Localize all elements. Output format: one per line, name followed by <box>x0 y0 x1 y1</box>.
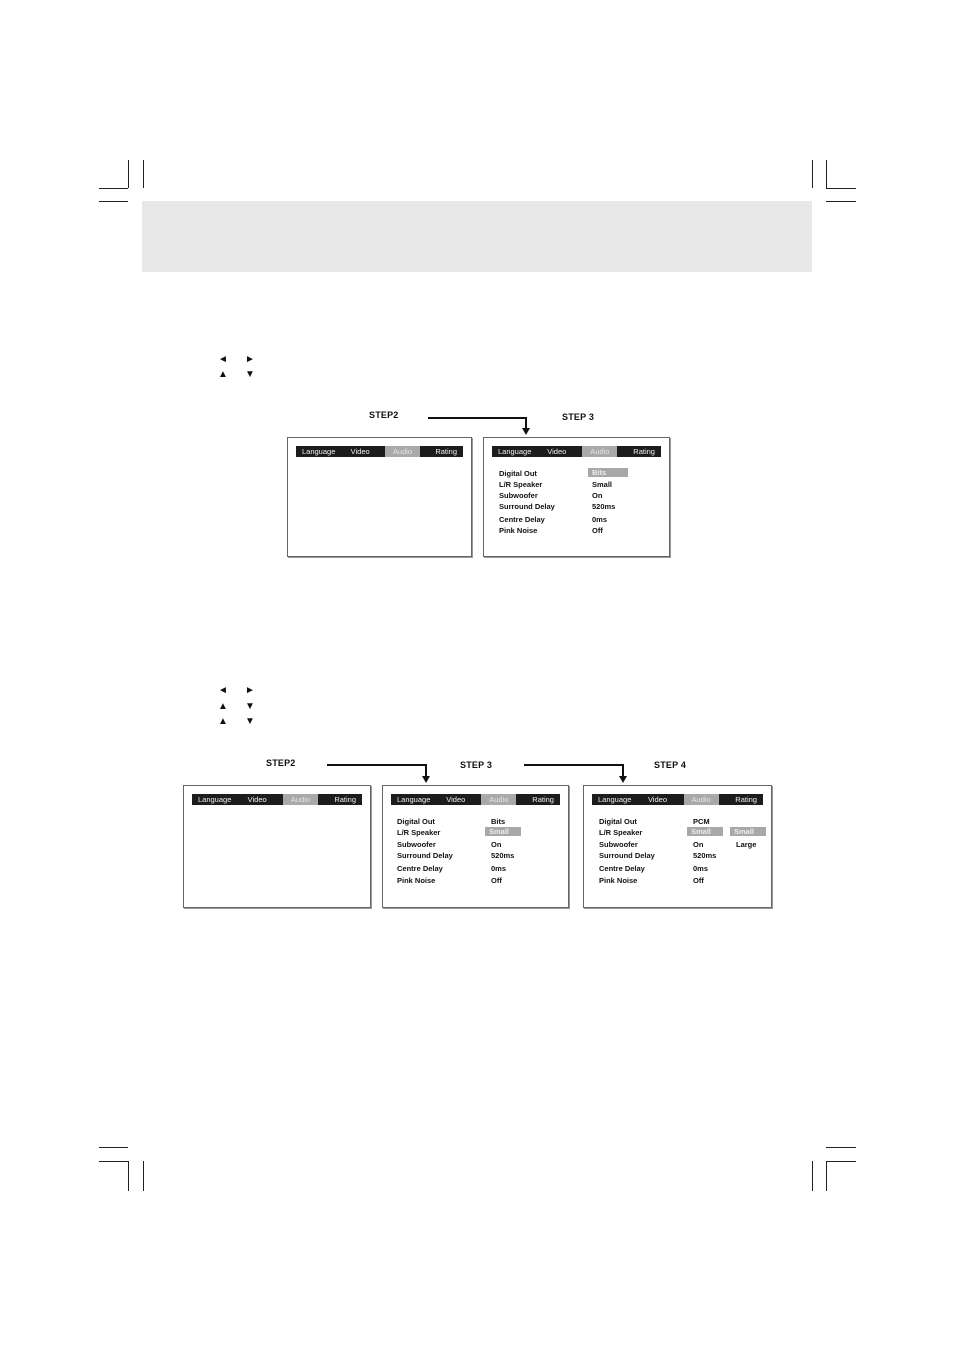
step4-label: STEP 4 <box>654 760 687 770</box>
label-pink-noise: Pink Noise <box>599 876 638 885</box>
left-arrow-icon: ◄ <box>218 354 228 365</box>
label-surround-delay: Surround Delay <box>499 502 555 511</box>
osd-menu-bar <box>296 446 463 457</box>
tab-video[interactable]: Video <box>647 795 667 804</box>
label-subwoofer: Subwoofer <box>599 840 638 849</box>
osd-screen-step2 <box>287 437 472 557</box>
value-digital-out[interactable]: Bits <box>588 468 628 477</box>
value-subwoofer[interactable]: On <box>693 840 704 849</box>
tab-audio[interactable]: Audio <box>481 794 516 805</box>
tab-rating[interactable]: Rating <box>334 795 356 804</box>
flow-arrow-head <box>619 776 627 783</box>
value-pink-noise[interactable]: Off <box>491 876 502 885</box>
crop-mark-bottom-left-v <box>128 1161 129 1191</box>
tab-language[interactable]: Language <box>498 447 532 456</box>
crop-mark-bottom-left-v2 <box>143 1161 144 1191</box>
tab-audio[interactable]: Audio <box>684 794 719 805</box>
tab-video[interactable]: Video <box>247 795 267 804</box>
left-arrow-icon: ◄ <box>218 685 228 696</box>
label-digital-out: Digital Out <box>397 817 435 826</box>
value-centre-delay[interactable]: 0ms <box>491 864 507 873</box>
tab-video[interactable]: Video <box>350 447 370 456</box>
label-lr-speaker: L/R Speaker <box>397 828 441 837</box>
osd-menu-bar <box>492 446 661 457</box>
label-digital-out: Digital Out <box>499 469 537 478</box>
tab-audio[interactable]: Audio <box>283 794 318 805</box>
tab-rating[interactable]: Rating <box>633 447 655 456</box>
crop-mark-bottom-right-v <box>826 1161 827 1191</box>
submenu-option-small[interactable]: Small <box>730 827 766 836</box>
label-surround-delay: Surround Delay <box>397 851 453 860</box>
up-arrow-icon: ▲ <box>218 701 228 712</box>
value-surround-delay[interactable]: 520ms <box>491 851 515 860</box>
crop-mark-top-right-h <box>826 188 856 189</box>
tab-language[interactable]: Language <box>397 795 431 804</box>
flow-arrow-line <box>327 764 427 766</box>
osd-menu-bar <box>592 794 763 805</box>
flow-arrow-line <box>524 764 624 766</box>
flow-arrow-line <box>428 417 526 419</box>
value-surround-delay[interactable]: 520ms <box>693 851 717 860</box>
value-lr-speaker[interactable]: Small <box>687 827 723 836</box>
tab-rating[interactable]: Rating <box>735 795 757 804</box>
label-lr-speaker: L/R Speaker <box>499 480 543 489</box>
osd-menu-bar <box>391 794 560 805</box>
value-subwoofer[interactable]: On <box>592 491 603 500</box>
label-centre-delay: Centre Delay <box>499 515 545 524</box>
value-digital-out[interactable]: PCM <box>693 817 710 826</box>
tab-rating[interactable]: Rating <box>532 795 554 804</box>
value-digital-out[interactable]: Bits <box>491 817 506 826</box>
tab-rating[interactable]: Rating <box>435 447 457 456</box>
tab-language[interactable]: Language <box>198 795 232 804</box>
osd-screen-step4 <box>583 785 772 908</box>
crop-mark-top-left-h <box>99 188 128 189</box>
tab-language[interactable]: Language <box>302 447 336 456</box>
value-lr-speaker[interactable]: Small <box>592 480 613 489</box>
flow-arrow-head <box>522 428 530 435</box>
crop-mark-top-left-h2 <box>99 201 128 202</box>
osd-screen-step3 <box>382 785 569 908</box>
crop-mark-bottom-left-h2 <box>99 1161 128 1162</box>
value-lr-speaker[interactable]: Small <box>485 827 521 836</box>
crop-mark-bottom-left-h <box>99 1147 128 1148</box>
tab-video[interactable]: Video <box>547 447 567 456</box>
label-centre-delay: Centre Delay <box>599 864 645 873</box>
crop-mark-top-left-v2 <box>143 160 144 188</box>
crop-mark-top-right-v <box>826 160 827 188</box>
value-pink-noise[interactable]: Off <box>592 526 603 535</box>
submenu-option-large[interactable]: Large <box>736 840 757 849</box>
down-arrow-icon: ▼ <box>245 369 255 380</box>
crop-mark-bottom-right-v2 <box>812 1161 813 1191</box>
crop-mark-top-right-h2 <box>826 201 856 202</box>
tab-audio[interactable]: Audio <box>385 446 420 457</box>
up-arrow-icon: ▲ <box>218 369 228 380</box>
osd-screen-step2 <box>183 785 371 908</box>
value-centre-delay[interactable]: 0ms <box>592 515 608 524</box>
label-centre-delay: Centre Delay <box>397 864 443 873</box>
crop-mark-bottom-right-h <box>826 1147 856 1148</box>
header-band <box>142 201 812 272</box>
label-digital-out: Digital Out <box>599 817 637 826</box>
tab-audio[interactable]: Audio <box>582 446 617 457</box>
right-arrow-icon: ► <box>245 354 255 365</box>
tab-video[interactable]: Video <box>446 795 466 804</box>
label-surround-delay: Surround Delay <box>599 851 655 860</box>
value-centre-delay[interactable]: 0ms <box>693 864 709 873</box>
osd-menu-bar <box>192 794 362 805</box>
step2-label: STEP2 <box>369 410 399 420</box>
label-lr-speaker: L/R Speaker <box>599 828 643 837</box>
step3-label: STEP 3 <box>460 760 493 770</box>
value-subwoofer[interactable]: On <box>491 840 502 849</box>
value-pink-noise[interactable]: Off <box>693 876 704 885</box>
crop-mark-top-left-v <box>128 160 129 188</box>
right-arrow-icon: ► <box>245 685 255 696</box>
down-arrow-icon: ▼ <box>245 701 255 712</box>
down-arrow-icon: ▼ <box>245 716 255 727</box>
osd-screen-step3 <box>483 437 670 557</box>
label-subwoofer: Subwoofer <box>499 491 538 500</box>
value-surround-delay[interactable]: 520ms <box>592 502 616 511</box>
flow-arrow-head <box>422 776 430 783</box>
step2-label: STEP2 <box>266 758 296 768</box>
crop-mark-bottom-right-h2 <box>826 1161 856 1162</box>
step3-label: STEP 3 <box>562 412 595 422</box>
label-subwoofer: Subwoofer <box>397 840 436 849</box>
label-pink-noise: Pink Noise <box>499 526 538 535</box>
up-arrow-icon: ▲ <box>218 716 228 727</box>
tab-language[interactable]: Language <box>598 795 632 804</box>
crop-mark-top-right-v2 <box>812 160 813 188</box>
label-pink-noise: Pink Noise <box>397 876 436 885</box>
